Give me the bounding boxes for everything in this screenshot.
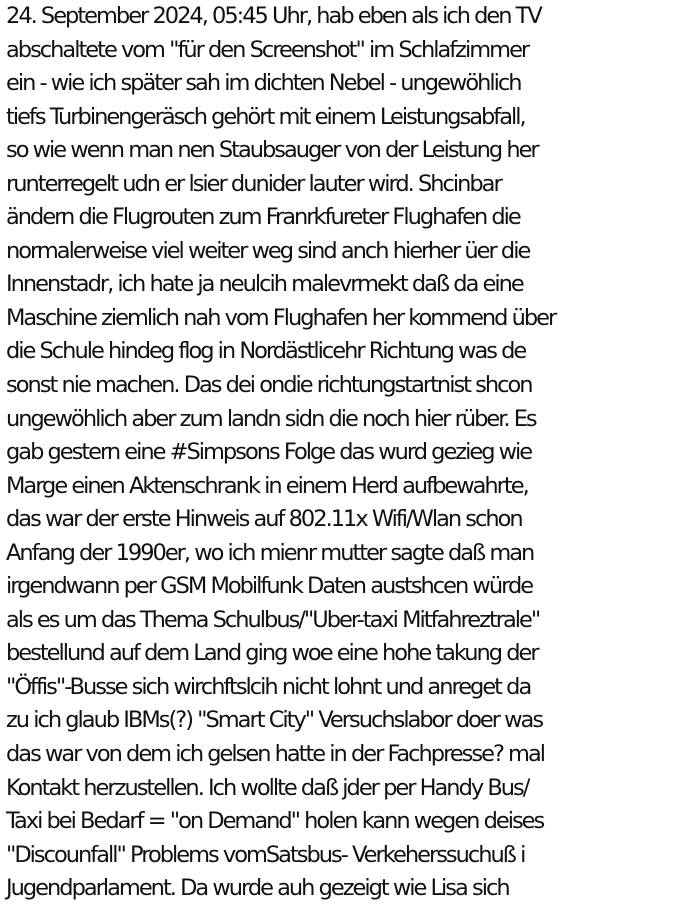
text-line: gab gestern eine #Simpsons Folge das wurd gezieg wie	[6, 439, 532, 466]
text-line: ein - wie ich später sah im dichten Nebel - ungewöhlich	[6, 70, 521, 97]
document-text	[6, 0, 684, 906]
text-line: als es um das Thema Schulbus/"Uber-taxi Mitfahreztrale"	[6, 606, 540, 633]
text-line: ungewöhlich aber zum landn sidn die noch hier rüber. Es	[6, 405, 536, 432]
text-line: Innenstadr, ich hate ja neulcih malevrmekt daß da eine	[6, 271, 523, 298]
text-line: Kontakt herzustellen. Ich wollte daß jder per Handy Bus/	[6, 774, 529, 801]
text-line: runterregelt udn er lsier dunider lauter wird. Shcinbar	[6, 170, 501, 197]
text-line: Taxi bei Bedarf = "on Demand" holen kann wegen deises	[6, 808, 544, 835]
text-line: ändern die Flugrouten zum Franrkfureter Flughafen die	[6, 204, 520, 231]
text-line: "Öffis"-Busse sich wirchftslcih nicht lohnt und anreget da	[6, 673, 531, 700]
text-line: die Schule hindeg flog in Nordästlicehr Richtung was de	[6, 338, 526, 365]
text-line: so wie wenn man nen Staubsauger von der Leistung her	[6, 137, 538, 164]
text-line: irgendwann per GSM Mobilfunk Daten austshcen würde	[6, 573, 533, 600]
text-line: abschaltete vom "für den Screenshot" im Schlafzimmer	[6, 36, 529, 63]
text-line: "Discounfall" Problems vomSatsbus- Verkeherssuchuß i	[6, 841, 525, 868]
text-line: tiefs Turbinengeräsch gehört mit einem Leistungsabfall,	[6, 103, 525, 130]
text-line: Maschine ziemlich nah vom Flughafen her kommend über	[6, 304, 556, 331]
text-line: das war der erste Hinweis auf 802.11x Wifi/Wlan schon	[6, 506, 522, 533]
text-line: bestellund auf dem Land ging woe eine hohe takung der	[6, 640, 538, 667]
text-line: sonst nie machen. Das dei ondie richtungstartnist shcon	[6, 372, 532, 399]
text-line: Jugendparlament. Da wurde auh gezeigt wie Lisa sich	[6, 875, 509, 902]
text-line: 24. September 2024, 05:45 Uhr, hab eben als ich den TV	[6, 3, 541, 29]
text-line: normalerweise viel weiter weg sind anch hierher üer die	[6, 237, 530, 264]
text-line: Anfang der 1990er, wo ich mienr mutter sagte daß man	[6, 539, 534, 566]
text-line: Marge einen Aktenschrank in einem Herd aufbewahrte,	[6, 472, 528, 499]
text-line: zu ich glaub IBMs(?) "Smart City" Versuchslabor doer was	[6, 707, 543, 734]
text-line: das war von dem ich gelsen hatte in der Fachpresse? mal	[6, 741, 545, 768]
